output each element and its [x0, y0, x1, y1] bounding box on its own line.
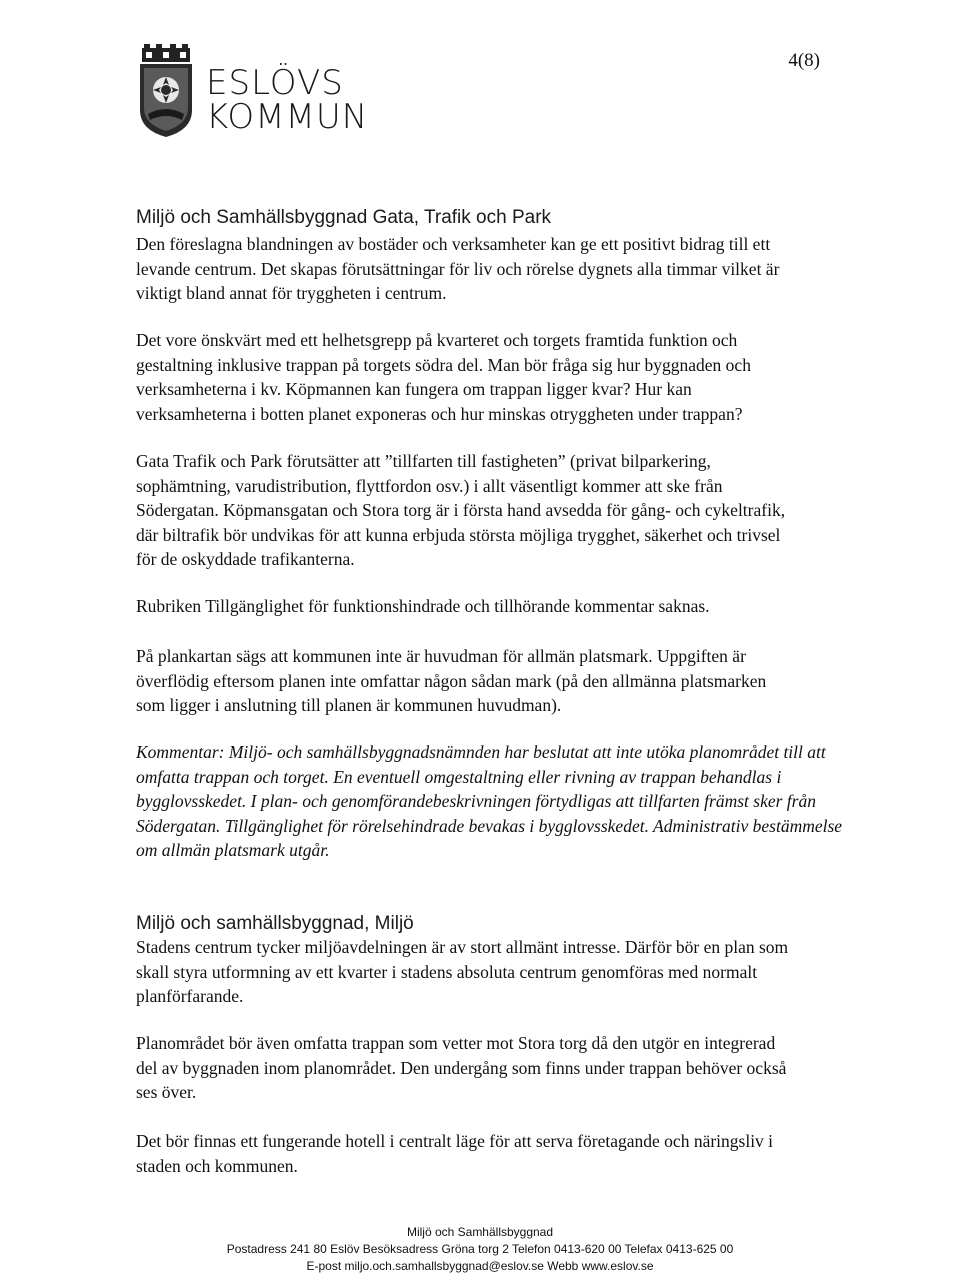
text-line: verksamheterna i kv. Köpmannen kan fungera om trappan ligger kvar? Hur kan: [136, 379, 692, 399]
text-line: sophämtning, varudistribution, flyttfordon osv.) i allt väsentligt kommer att ske från: [136, 475, 723, 496]
logo-wordmark-line2: KOMMUN: [206, 97, 369, 137]
text-line: ses över.: [136, 1082, 197, 1102]
text-line: Södergatan. Tillgänglighet för rörelsehindrade bevakas i bygglovsskedet. Administrativ bestämmelse: [136, 815, 843, 836]
paragraph: [136, 449, 826, 572]
text-line: Planområdet bör även omfatta trappan som vetter mot Stora torg då den utgör en integrerad: [136, 1033, 776, 1053]
text-line: Det vore önskvärt med ett helhetsgrepp på kvarteret och torgets framtida funktion och: [136, 330, 738, 350]
text-line: planförfarande.: [136, 986, 244, 1006]
page-footer: [0, 1224, 960, 1275]
paragraph: [136, 935, 826, 1009]
text-line: del av byggnaden inom planområdet. Den undergång som finns under trappan behöver också: [136, 1057, 787, 1078]
text-line: som ligger i anslutning till planen är kommunen huvudman).: [136, 695, 562, 715]
paragraph: [136, 1129, 826, 1178]
text-line: Det bör finnas ett fungerande hotell i centralt läge för att serva företagande och näringsliv i: [136, 1131, 774, 1151]
text-line: bygglovsskedet. I plan- och genomförandebeskrivningen förtydligas att tillfarten främst sker från: [136, 791, 816, 811]
text-line: överflödig eftersom planen inte omfattar någon sådan mark (på den allmänna platsmarken: [136, 670, 767, 691]
logo-wordmark-line1: ESLÖVS: [206, 63, 344, 103]
text-line: Kommentar: Miljö- och samhällsbyggnadsnämnden har beslutat att inte utöka planområdet till att: [136, 742, 826, 762]
text-line: verksamheterna i botten planet exponeras och hur minskas otryggheten under trappan?: [136, 403, 743, 424]
text-line: om allmän platsmark utgår.: [136, 840, 330, 860]
text-line: Rubriken Tillgänglighet för funktionshindrade och tillhörande kommentar saknas.: [136, 596, 710, 616]
footer-contact: E-post miljo.och.samhallsbyggnad@eslov.se Webb www.eslov.se: [306, 1259, 654, 1273]
text-line: Gata Trafik och Park förutsätter att ”tillfarten till fastigheten” (privat bilparkering,: [136, 451, 711, 471]
text-line: Södergatan. Köpmansgatan och Stora torg är i första hand avsedda för gång- och cykeltrafik,: [136, 500, 786, 520]
paragraph: [136, 328, 826, 426]
text-line: staden och kommunen.: [136, 1155, 298, 1176]
footer-department: Miljö och Samhällsbyggnad: [406, 1225, 554, 1239]
page-number: 4(8): [788, 50, 820, 71]
section-heading-gata-trafik-park: Miljö och Samhällsbyggnad Gata, Trafik och Park: [136, 207, 552, 228]
paragraph: [136, 594, 826, 619]
municipality-logo: [136, 44, 369, 144]
comment-paragraph: [136, 740, 843, 863]
text-line: viktigt bland annat för tryggheten i centrum.: [136, 283, 447, 303]
text-line: På plankartan sägs att kommunen inte är huvudman för allmän platsmark. Uppgiften är: [136, 646, 746, 666]
text-line: för de oskyddade trafikanterna.: [136, 549, 355, 569]
text-line: skall styra utformning av ett kvarter i stadens absoluta centrum genomföras med normalt: [136, 961, 758, 982]
text-line: omfatta trappan och torget. En eventuell omgestaltning eller rivning av trappan behandlas i: [136, 766, 782, 787]
text-line: där biltrafik bör undvikas för att kunna erbjuda största möjliga trygghet, säkerhet och trivsel: [136, 524, 781, 545]
footer-address: Postadress 241 80 Eslöv Besöksadress Gröna torg 2 Telefon 0413-620 00 Telefax 0413-625 00: [226, 1242, 734, 1256]
coat-of-arms-icon: [136, 44, 196, 138]
text-line: levande centrum. Det skapas förutsättningar för liv och rörelse dygnets alla timmar vilket är: [136, 258, 780, 279]
paragraph: [136, 232, 826, 306]
paragraph: [136, 1031, 826, 1105]
text-line: Den föreslagna blandningen av bostäder och verksamheter kan ge ett positivt bidrag till ett: [136, 234, 771, 254]
text-line: Stadens centrum tycker miljöavdelningen är av stort allmänt intresse. Därför bör en plan som: [136, 937, 789, 957]
paragraph: [136, 644, 826, 718]
text-line: gestaltning inklusive trappan på torgets södra del. Man bör fråga sig hur byggnaden och: [136, 354, 751, 375]
section-heading-miljo: Miljö och samhällsbyggnad, Miljö: [136, 913, 414, 934]
